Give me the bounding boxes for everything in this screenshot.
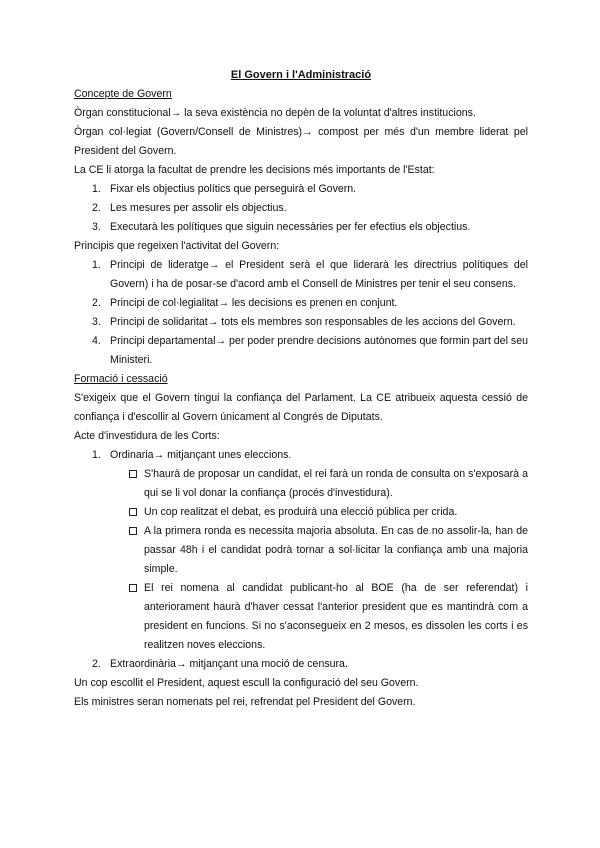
paragraph: Els ministres seran nomenats pel rei, refrendat pel President del Govern. [74,696,416,708]
list-item: 4. Principi departamental→ per poder prendre decisions autònomes que formin part del seu Ministeri. [92,335,528,366]
checkbox-icon [129,470,137,478]
checkbox-icon [129,584,137,592]
paragraph: Un cop escollit el President, aquest escull la configuració del seu Govern. [74,677,419,689]
list-item: 1. Ordinaria→ mitjançant unes eleccions. [92,449,292,461]
document-title: El Govern i l'Administració [230,69,372,81]
list-item: 1. Fixar els objectius polítics que perseguirà el Govern. [92,183,357,195]
list-item: 2. Principi de col·legialitat→ les decisions es prenen en conjunt. [92,297,398,309]
list-item: 2. Extraordinària→ mitjançant una moció de censura. [92,658,348,670]
list-item: 2. Les mesures per assolir els objectius. [92,202,287,214]
checkbox-list-item: Un cop realitzat el debat, es produirà una elecció pública per crida. [74,503,528,522]
checkbox-icon [129,508,137,516]
document-page [74,66,528,712]
checkbox-list-item: El rei nomena al candidat publicant-ho al BOE (ha de ser referendat) i anteriorament haurà d'haver cessat l'anterior president que es mantindrà com a president en funcions. Si no s'aconsegueix en 2 mesos, es dissolen les corts i es realitzen noves eleccions. [74,579,528,655]
paragraph: Òrgan constitucional→ la seva existència no depèn de la voluntat d'altres institucions. [74,107,476,119]
checkbox-list-item: A la primera ronda es necessita majoria absoluta. En cas de no assolir-la, han de passar 48h i el candidat podrà tornar a sol·licitar la confiança amb una majoria simple. [74,522,528,579]
checkbox-icon [129,527,137,535]
numbered-list [74,180,528,237]
checkbox-list-item: S'haurà de proposar un candidat, el rei farà un ronda de consulta on s'exposarà a qui se li vol donar la confiança (procés d'investidura). [74,465,528,503]
list-item: 3. Executarà les polítiques que siguin necessàries per fer efectius els objectius. [92,221,471,233]
paragraph: S'exigeix que el Govern tingui la confiança del Parlament. La CE atribueix aquesta cessió de confiança i d'escollir al Govern únicament al Congrés de Diputats. [74,392,528,423]
paragraph: Acte d'investidura de les Corts: [74,430,220,442]
paragraph: Òrgan col·legiat (Govern/Consell de Ministres)→ compost per més d'un membre liderat pel President del Govern. [74,126,528,157]
list-item: 1. Principi de lideratge→ el President serà el que liderarà les directrius polítiques del Govern) i ha de posar-se d'acord amb el Consell de Ministres per tenir el seu consens. [92,259,528,290]
numbered-list [74,256,528,370]
paragraph: Principis que regeixen l'activitat del Govern: [74,240,280,252]
section-heading-formacio: Formació i cessació [74,373,168,385]
section-heading-concepte: Concepte de Govern [74,88,172,100]
list-item: 3. Principi de solidaritat→ tots els membres son responsables de les accions del Govern. [92,316,516,328]
paragraph: La CE li atorga la facultat de prendre les decisions més importants de l'Estat: [74,164,435,176]
